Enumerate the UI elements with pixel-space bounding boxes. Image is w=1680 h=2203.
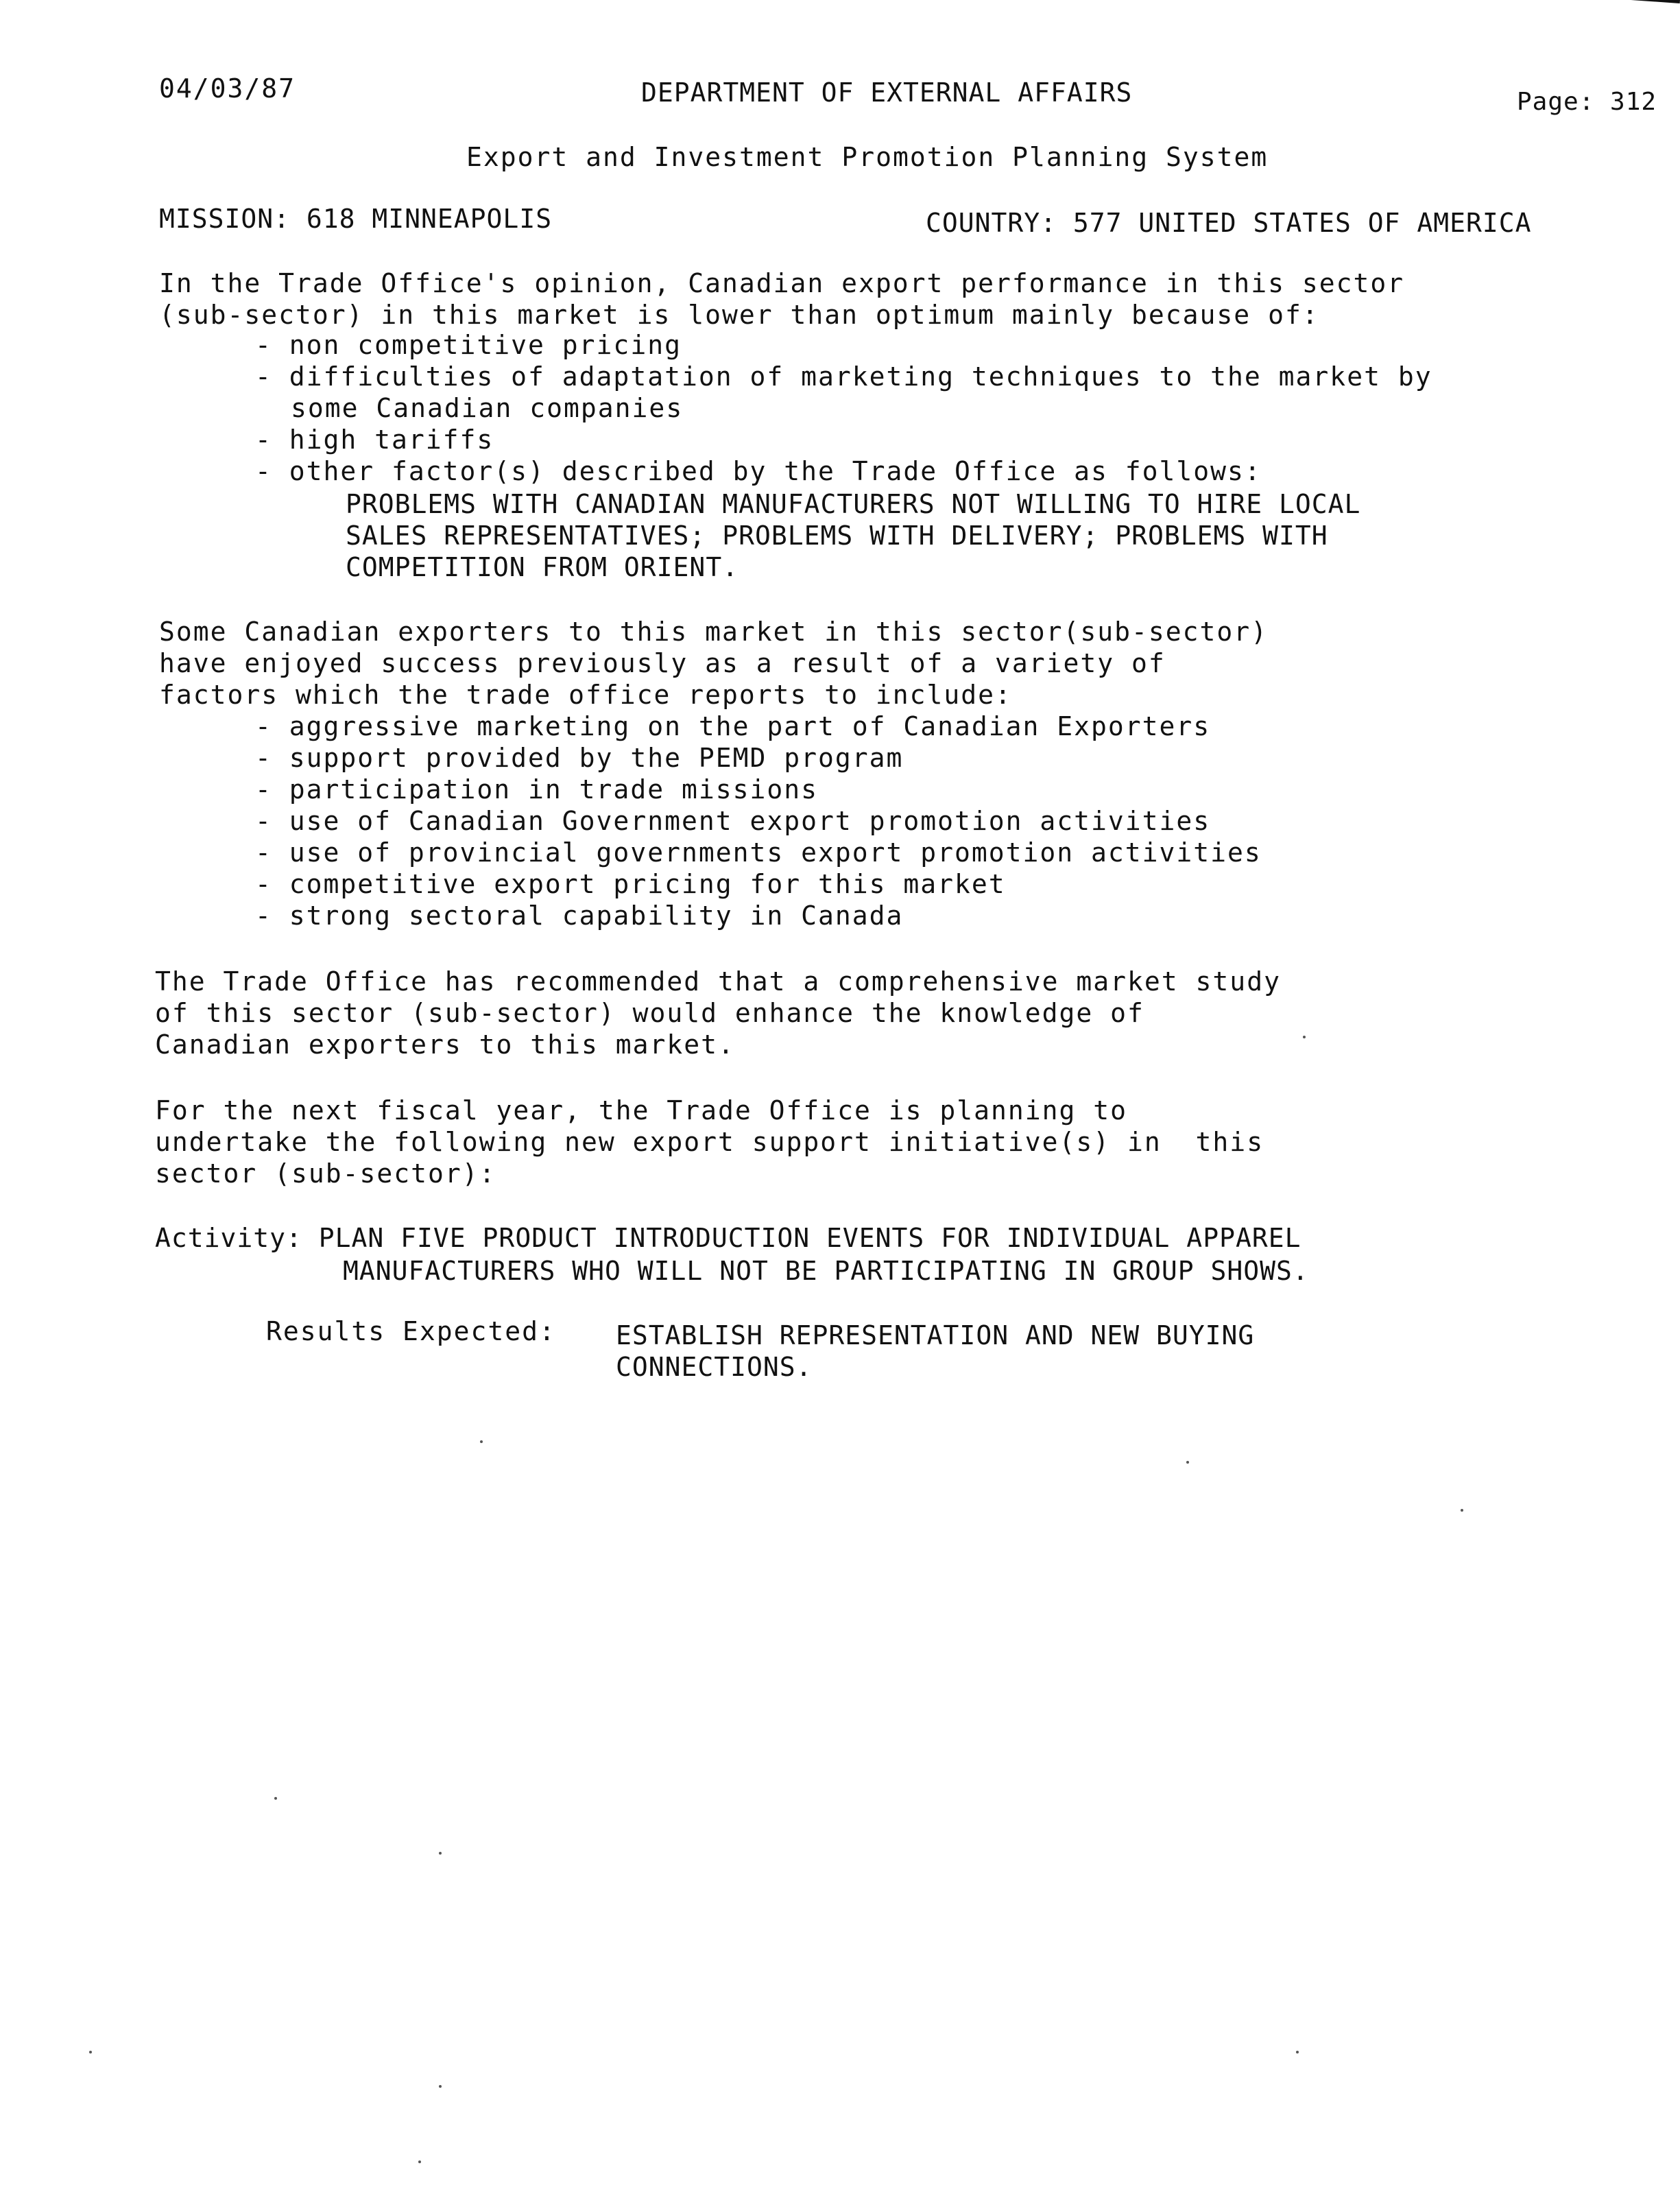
reason-bullet-4: - other factor(s) described by the Trade Office as follows: bbox=[255, 456, 1262, 486]
plan-line-2: undertake the following new export support initiative(s) in this bbox=[155, 1127, 1264, 1157]
results-line-2: CONNECTIONS. bbox=[616, 1352, 813, 1382]
success-bullet-3: - participation in trade missions bbox=[255, 774, 818, 805]
other-factors-line-2: SALES REPRESENTATIVES; PROBLEMS WITH DELIVERY; PROBLEMS WITH bbox=[346, 521, 1328, 551]
reason-bullet-3: - high tariffs bbox=[255, 425, 494, 455]
success-line-3: factors which the trade office reports to include: bbox=[159, 680, 1012, 710]
study-line-2: of this sector (sub-sector) would enhance the knowledge of bbox=[155, 998, 1144, 1028]
success-bullet-7: - strong sectoral capability in Canada bbox=[255, 901, 904, 931]
study-line-1: The Trade Office has recommended that a comprehensive market study bbox=[155, 966, 1281, 997]
country-label: COUNTRY: 577 UNITED STATES OF AMERICA bbox=[926, 208, 1532, 238]
system-title: Export and Investment Promotion Planning System bbox=[466, 142, 1269, 172]
reason-bullet-1: - non competitive pricing bbox=[255, 330, 682, 360]
activity-line-1: Activity: PLAN FIVE PRODUCT INTRODUCTION EVENTS FOR INDIVIDUAL APPAREL bbox=[155, 1223, 1301, 1253]
department-title: DEPARTMENT OF EXTERNAL AFFAIRS bbox=[641, 78, 1133, 108]
results-line-1: ESTABLISH REPRESENTATION AND NEW BUYING bbox=[616, 1320, 1255, 1350]
other-factors-line-3: COMPETITION FROM ORIENT. bbox=[346, 552, 739, 582]
plan-line-3: sector (sub-sector): bbox=[155, 1158, 496, 1189]
study-line-3: Canadian exporters to this market. bbox=[155, 1029, 735, 1060]
mission-label: MISSION: 618 MINNEAPOLIS bbox=[159, 204, 553, 234]
success-bullet-1: - aggressive marketing on the part of Canadian Exporters bbox=[255, 711, 1211, 741]
success-bullet-2: - support provided by the PEMD program bbox=[255, 743, 904, 773]
page-corner-mark bbox=[1597, 0, 1680, 10]
opinion-line-1: In the Trade Office's opinion, Canadian export performance in this sector bbox=[159, 268, 1405, 298]
success-line-1: Some Canadian exporters to this market in this sector(sub-sector) bbox=[159, 617, 1269, 647]
reason-bullet-2: - difficulties of adaptation of marketing techniques to the market by bbox=[255, 361, 1432, 392]
reason-bullet-2-cont: some Canadian companies bbox=[291, 393, 684, 423]
activity-line-2: MANUFACTURERS WHO WILL NOT BE PARTICIPATING IN GROUP SHOWS. bbox=[343, 1256, 1309, 1286]
report-date: 04/03/87 bbox=[159, 73, 296, 104]
success-bullet-5: - use of provincial governments export promotion activities bbox=[255, 837, 1262, 868]
plan-line-1: For the next fiscal year, the Trade Office is planning to bbox=[155, 1095, 1128, 1126]
results-label: Results Expected: bbox=[266, 1316, 556, 1346]
page-number: Page: 312 bbox=[1517, 88, 1657, 116]
success-bullet-4: - use of Canadian Government export promotion activities bbox=[255, 806, 1211, 836]
other-factors-line-1: PROBLEMS WITH CANADIAN MANUFACTURERS NOT WILLING TO HIRE LOCAL bbox=[346, 489, 1361, 519]
opinion-line-2: (sub-sector) in this market is lower than optimum mainly because of: bbox=[159, 300, 1319, 330]
success-bullet-6: - competitive export pricing for this market bbox=[255, 869, 1006, 899]
success-line-2: have enjoyed success previously as a result of a variety of bbox=[159, 648, 1166, 678]
